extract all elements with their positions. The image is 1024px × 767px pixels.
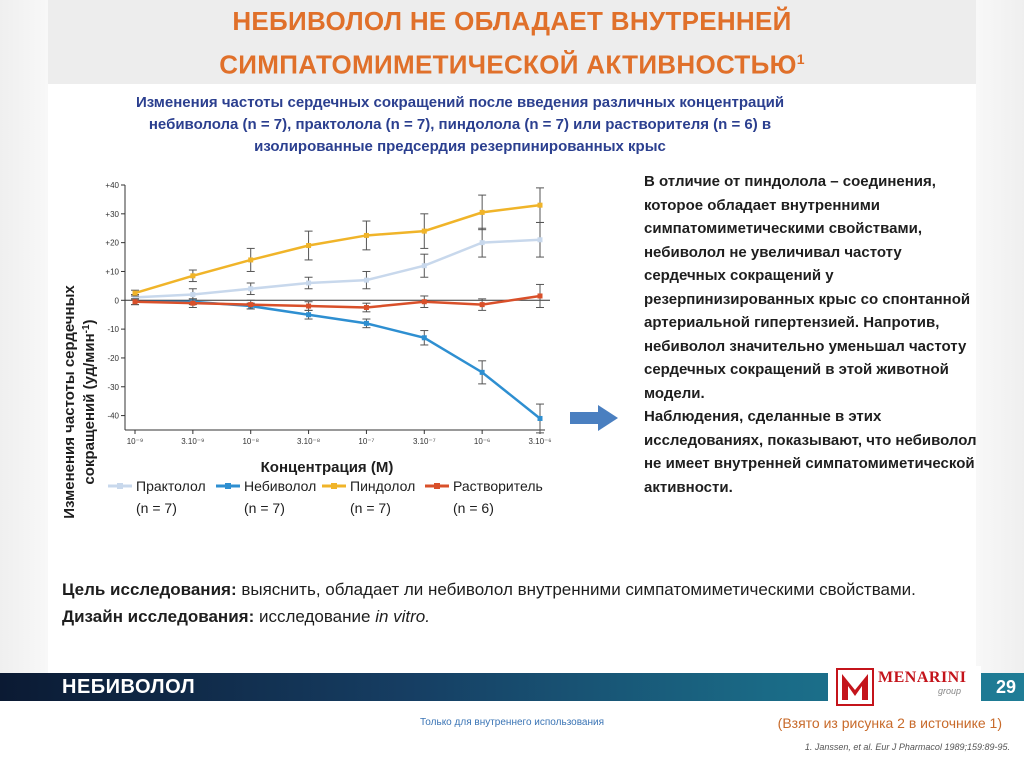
study-goal-label: Цель исследования: [62,580,237,599]
y-tick-label: 0 [114,296,119,306]
x-tick-label: 10⁻⁷ [358,437,375,446]
x-tick-label: 3.10⁻⁸ [296,437,321,446]
data-point [422,335,427,340]
y-tick-label: +10 [105,267,119,277]
y-tick-label: +20 [105,238,119,248]
legend-label: Практолол [136,478,206,494]
chart-legend [108,478,543,516]
x-axis-label: Концентрация (М) [260,459,394,476]
data-point [248,302,253,307]
y-tick-label: +30 [105,209,119,219]
data-point [480,370,485,375]
study-design-italic: in vitro. [375,607,430,626]
data-point [190,301,195,306]
series-2 [131,299,544,433]
data-point [306,312,311,317]
internal-use-note: Только для внутреннего использования [419,717,605,728]
description-text [644,170,984,499]
legend-marker [434,483,440,489]
data-point [306,281,311,286]
title-footnote: 1 [796,51,805,67]
data-point [422,229,427,234]
description-paragraph-1: В отличие от пиндолола – соединения, которое обладает внутренними симпатомиметическими свойствами, небиволол не увеличивал частоту сердечных сокращений у резерпинизированных крыс со спонтанной артериальной гипертензией. Напротив, небиволол значительно уменьшал частоту сердечных сокращений в этой животной модели. [644,173,971,402]
heart-rate-chart [40,140,650,540]
data-point [480,210,485,215]
logo-text: MENARINI [878,669,967,686]
data-point [364,305,369,310]
x-tick-label: 10⁻⁶ [473,437,491,446]
study-goal-text: выяснить, обладает ли небиволол внутренними симпатомиметическими свойствами. [236,580,916,599]
title-line-2 [48,40,976,84]
subtitle-line-3: изолированные предсердия резерпинированных крыс [254,138,666,155]
chart-axes [105,181,551,446]
data-point [422,263,427,268]
study-design-text: исследование [254,607,376,626]
x-tick-label: 3.10⁻⁶ [528,437,552,446]
data-point [538,237,543,242]
y-axis-label-close: ) [81,319,98,325]
legend-n: (n = 7) [136,500,177,516]
legend-marker [331,483,337,489]
reference: 1. Janssen, et al. Eur J Pharmacol 1989;159:89-95. [804,742,1010,752]
title-line-2-text: СИМПАТОМИМЕТИЧЕСКОЙ АКТИВНОСТЬЮ [219,49,797,80]
legend-item-4 [425,478,543,516]
x-tick-label: 3.10⁻⁹ [181,437,205,446]
series-line [135,302,540,419]
y-tick-label: +40 [105,181,119,190]
source-note: (Взято из рисунка 2 в источнике 1) [777,715,1002,731]
data-point [538,203,543,208]
data-point [133,291,138,296]
legend-marker [225,483,231,489]
study-info [62,578,992,632]
data-point [422,299,427,304]
data-point [364,233,369,238]
data-point [133,299,138,304]
x-tick-label: 3.10⁻⁷ [412,437,436,446]
subtitle-line-1: Изменения частоты сердечных сокращений после введения различных концентраций [135,94,785,111]
legend-n: (n = 7) [244,500,285,516]
data-point [538,293,543,298]
data-point [248,286,253,291]
legend-label: Пиндолол [350,478,416,494]
x-tick-label: 10⁻⁹ [126,437,144,446]
study-design [62,605,992,628]
y-axis-label-line-1: Изменения частоты сердечных [61,285,78,519]
y-tick-label: -40 [107,411,119,421]
y-tick-label: -10 [107,325,119,335]
legend-item-3 [322,478,415,516]
page-number: 29 [995,677,1017,697]
legend-item-2 [216,478,316,516]
data-point [306,304,311,309]
legend-item-1 [108,478,206,516]
subtitle-line-2: небиволола (n = 7), практолола (n = 7), пиндолола (n = 7) или растворителя (n = 6) в [148,116,772,133]
menarini-logo-icon [836,668,874,706]
series-1 [131,222,544,300]
description-paragraph-2: Наблюдения, сделанные в этих исследованиях, показывают, что небиволол не имеет внутренней симпатомиметической активности. [644,408,977,496]
data-point [364,321,369,326]
data-point [364,278,369,283]
data-point [538,416,543,421]
data-point [480,240,485,245]
y-axis-label-sup: -1 [80,324,92,334]
data-point [306,243,311,248]
arrow-right-icon [570,405,618,431]
series-line [135,205,540,293]
legend-n: (n = 7) [350,500,391,516]
y-axis-label-text: сокращений (уд/мин [81,333,98,485]
legend-label: Небиволол [244,478,317,494]
x-tick-label: 10⁻⁸ [242,437,259,446]
logo-subtext: group [938,686,962,696]
data-point [190,273,195,278]
legend-n: (n = 6) [453,500,494,516]
study-goal [62,578,992,601]
data-point [248,257,253,262]
legend-label: Растворитель [453,478,543,494]
y-tick-label: -20 [107,353,119,363]
legend-marker [117,483,123,489]
chart-lines [131,188,544,433]
data-point [190,292,195,297]
y-tick-label: -30 [107,382,119,392]
y-axis-label-line-2 [81,319,99,484]
title-line-1: НЕБИВОЛОЛ НЕ ОБЛАДАЕТ ВНУТРЕННЕЙ [232,6,792,36]
slide-title [48,2,976,84]
footer-label: НЕБИВОЛОЛ [62,676,196,698]
study-design-label: Дизайн исследования: [62,607,255,626]
data-point [480,302,485,307]
